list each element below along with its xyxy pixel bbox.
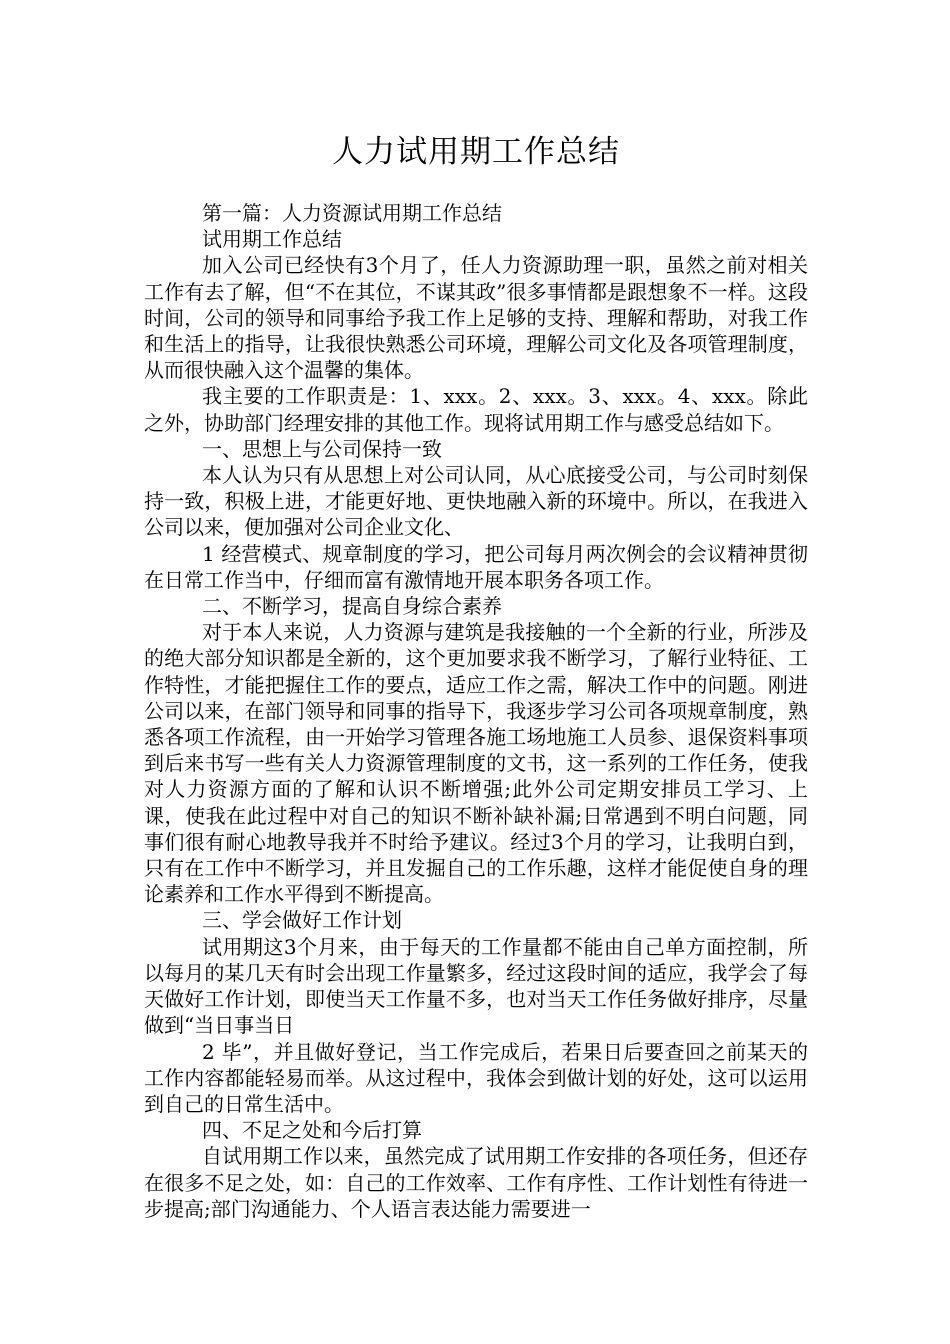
section-heading-3: 三、学会做好工作计划 — [202, 908, 402, 933]
section-heading-2: 二、不断学习，提高自身综合素养 — [202, 594, 502, 619]
subheading-probation-summary: 试用期工作总结 — [202, 227, 342, 252]
paragraph-section-1b: 1 经营模式、规章制度的学习，把公司每月两次例会的会议精神贯彻在日常工作当中，仔细而富有激情地开展本职务各项工作。 — [144, 541, 808, 592]
document-page — [144, 0, 808, 1222]
paragraph-intro: 加入公司已经快有3个月了，任人力资源助理一职，虽然之前对相关工作有去了解，但“不在其位，不谋其政”很多事情都是跟想象不一样。这段时间，公司的领导和同事给予我工作上足够的支持、理解和帮助，对我工作和生活上的指导，让我很快熟悉公司环境，理解公司文化及各项管理制度，从而很快融入这个温馨的集体。 — [144, 253, 808, 383]
document-title: 人力试用期工作总结 — [332, 134, 620, 170]
document-body — [144, 200, 808, 1222]
section-heading-first-article: 第一篇：人力资源试用期工作总结 — [202, 201, 502, 225]
paragraph-section-1a: 本人认为只有从思想上对公司认同，从心底接受公司，与公司时刻保持一致，积极上进，才能更好地、更快地融入新的环境中。所以，在我进入公司以来，便加强对公司企业文化、 — [144, 463, 808, 540]
section-heading-1: 一、思想上与公司保持一致 — [202, 436, 442, 461]
paragraph-duties: 我主要的工作职责是：1、xxx。2、xxx。3、xxx。4、xxx。除此之外，协助部门经理安排的其他工作。现将试用期工作与感受总结如下。 — [144, 384, 808, 435]
paragraph-section-2: 对于本人来说，人力资源与建筑是我接触的一个全新的行业，所涉及的绝大部分知识都是全新的，这个更加要求我不断学习，了解行业特征、工作特性，才能把握住工作的要点，适应工作之需，解决工作中的问题。刚进公司以来，在部门领导和同事的指导下，我逐步学习公司各项规章制度，熟悉各项工作流程，由一开始学习管理各施工场地施工人员参、退保资料事项到后来书写一些有关人力资源管理制度的文书，这一系列的工作任务，使我对人力资源方面的了解和认识不断增强;此外公司定期安排员工学习、上课，使我在此过程中对自己的知识不断补缺补漏;日常遇到不明白问题，同事们很有耐心地教导我并不时给予建议。经过3个月的学习，让我明白到，只有在工作中不断学习，并且发掘自己的工作乐趣，这样才能促使自身的理论素养和工作水平得到不断提高。 — [144, 620, 808, 907]
paragraph-section-4: 自试用期工作以来，虽然完成了试用期工作安排的各项任务，但还存在很多不足之处，如：自己的工作效率、工作有序性、工作计划性有待进一步提高;部门沟通能力、个人语言表达能力需要进一 — [144, 1144, 808, 1221]
paragraph-section-3b: 2 毕”，并且做好登记，当工作完成后，若果日后要查回之前某天的工作内容都能轻易而举。从这过程中，我体会到做计划的好处，这可以运用到自己的日常生活中。 — [144, 1039, 808, 1116]
paragraph-section-3a: 试用期这3个月来，由于每天的工作量都不能由自己单方面控制，所以每月的某几天有时会出现工作量繁多，经过这段时间的适应，我学会了每天做好工作计划，即使当天工作量不多，也对当天工作任务做好排序，尽量做到“当日事当日 — [144, 934, 808, 1038]
section-heading-4: 四、不足之处和今后打算 — [202, 1118, 422, 1143]
